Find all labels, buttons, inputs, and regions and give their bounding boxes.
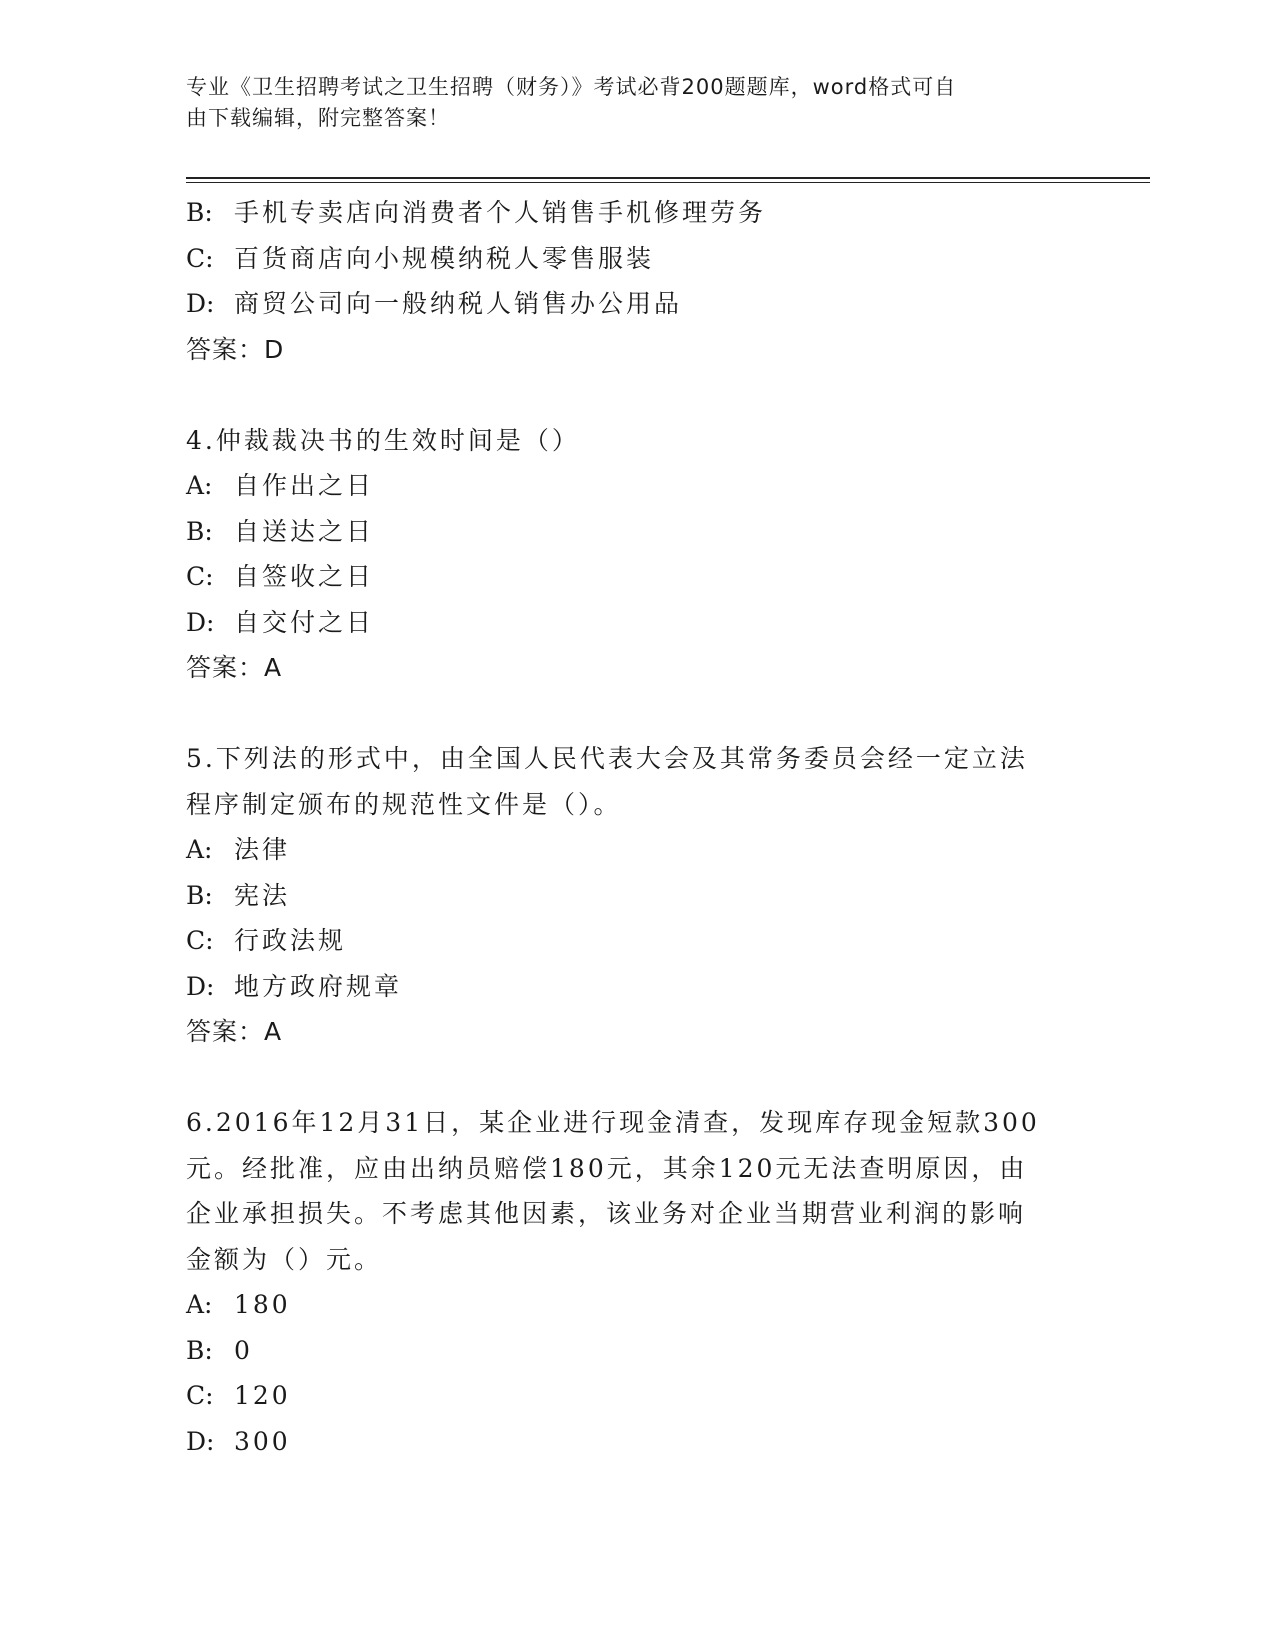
- option-letter: D:: [186, 971, 215, 1001]
- question-stem-line-1: 6.2016年12月31日，某企业进行现金清查，发现库存现金短款300: [186, 1108, 1040, 1137]
- option-text: 地方政府规章: [234, 971, 403, 1001]
- option-letter: B:: [186, 198, 213, 227]
- header-divider-thick: [186, 177, 1150, 179]
- option-text: 0: [234, 1335, 253, 1365]
- question-stem-line-3: 企业承担损失。不考虑其他因素，该业务对企业当期营业利润的影响: [186, 1199, 1027, 1228]
- question-5: [186, 736, 1066, 1055]
- option-letter: C:: [186, 243, 214, 273]
- option-d: [186, 600, 1066, 646]
- header-divider-thin: [186, 182, 1150, 183]
- option-text: 120: [234, 1381, 291, 1410]
- option-text: 商贸公司向一般纳税人销售办公用品: [234, 289, 683, 318]
- option-d: [186, 1419, 1066, 1465]
- option-letter: B:: [186, 880, 213, 910]
- question-stem-line-1: 5.下列法的形式中，由全国人民代表大会及其常务委员会经一定立法: [186, 744, 1028, 773]
- question-stem: 4.仲裁裁决书的生效时间是（）: [186, 425, 580, 455]
- option-letter: B:: [186, 1335, 213, 1365]
- option-a: [186, 1282, 1066, 1328]
- option-c: [186, 554, 1066, 600]
- option-text: 自交付之日: [234, 607, 375, 637]
- option-text: 自送达之日: [234, 516, 375, 546]
- option-letter: D:: [186, 607, 215, 637]
- answer-line: 答案：D: [186, 334, 285, 364]
- document-header: [186, 72, 1066, 134]
- question-3-continued: [186, 190, 1066, 372]
- option-text: 法律: [234, 835, 291, 864]
- spacer: [186, 691, 1066, 737]
- option-text: 百货商店向小规模纳税人零售服装: [234, 243, 655, 273]
- option-text: 宪法: [234, 880, 291, 910]
- spacer: [186, 1055, 1066, 1101]
- option-letter: C:: [186, 926, 214, 955]
- option-letter: A:: [186, 1290, 213, 1319]
- option-letter: D:: [186, 1426, 215, 1456]
- option-c: [186, 918, 1066, 964]
- option-letter: C:: [186, 562, 214, 591]
- question-4: [186, 418, 1066, 691]
- option-text: 手机专卖店向消费者个人销售手机修理劳务: [234, 198, 767, 227]
- option-letter: A:: [186, 471, 213, 500]
- answer-line: 答案：A: [186, 1017, 283, 1046]
- question-6: [186, 1100, 1066, 1464]
- option-b: [186, 873, 1066, 919]
- option-text: 自签收之日: [234, 562, 375, 591]
- option-text: 行政法规: [234, 926, 347, 955]
- spacer: [186, 372, 1066, 418]
- option-b: [186, 1328, 1066, 1374]
- option-letter: C:: [186, 1381, 214, 1410]
- answer-line: 答案：A: [186, 653, 283, 682]
- option-d: [186, 281, 1066, 327]
- option-b: [186, 190, 1066, 236]
- question-stem-line-4: 金额为（）元。: [186, 1244, 383, 1274]
- option-a: [186, 463, 1066, 509]
- option-c: [186, 1373, 1066, 1419]
- question-stem-line-2: 程序制定颁布的规范性文件是（）。: [186, 789, 622, 819]
- document-body: [186, 190, 1066, 1464]
- option-d: [186, 964, 1066, 1010]
- option-text: 300: [234, 1426, 291, 1456]
- option-a: [186, 827, 1066, 873]
- header-title-line-1: 专业《卫生招聘考试之卫生招聘（财务）》考试必背200题题库，word格式可自: [186, 75, 957, 99]
- option-text: 自作出之日: [234, 471, 375, 500]
- option-letter: B:: [186, 516, 213, 546]
- question-stem-line-2: 元。经批准，应由出纳员赔偿180元，其余120元无法查明原因，由: [186, 1153, 1028, 1183]
- option-b: [186, 509, 1066, 555]
- header-title-line-2: 由下载编辑，附完整答案！: [186, 106, 450, 130]
- option-letter: D:: [186, 289, 215, 318]
- option-letter: A:: [186, 835, 213, 864]
- option-c: [186, 236, 1066, 282]
- option-text: 180: [234, 1290, 291, 1319]
